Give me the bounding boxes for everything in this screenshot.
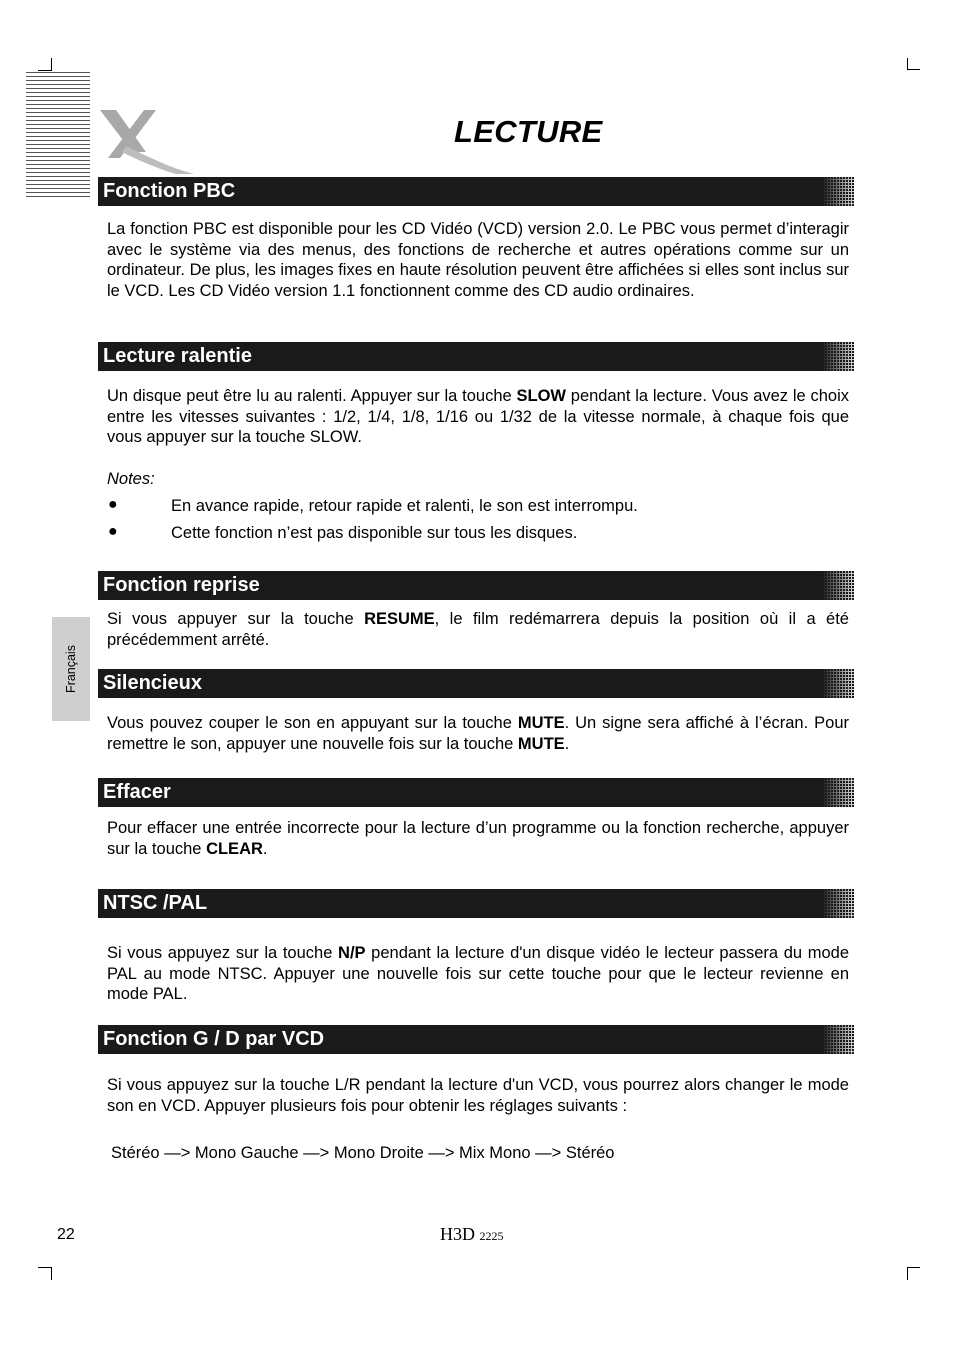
section-heading-bar [98, 889, 854, 918]
paragraph-text: Pour effacer une entrée incorrecte pour la lecture d’un programme ou la fonction recherche, appuyer sur la touche [107, 819, 849, 858]
paragraph-text: Si vous appuyer sur la touche [107, 610, 365, 628]
paragraph-text: pendant la lecture d'un disque vidéo le lecteur passera du mode PAL au mode NTSC. Appuyer une nouvelle fois sur cette touche pour que le lecteur revienne en mode PAL. [107, 944, 849, 1004]
language-tab [52, 617, 90, 721]
heading-dither-decoration [822, 177, 860, 206]
language-tab-label: Français [64, 645, 78, 693]
key-name: SLOW [516, 387, 566, 405]
section-paragraph [107, 609, 849, 650]
model-name [440, 1224, 504, 1245]
section-heading: Fonction PBC [103, 180, 236, 202]
crop-mark-bottom-left-v [51, 1267, 52, 1280]
x-logo-icon [96, 106, 196, 176]
heading-dither-decoration [822, 669, 860, 698]
key-name: RESUME [364, 610, 435, 628]
section-heading: NTSC /PAL [103, 892, 208, 914]
notes-label: Notes: [107, 470, 155, 488]
key-name: MUTE [517, 714, 565, 732]
section-heading-bar [98, 177, 854, 206]
key-name: CLEAR [206, 839, 263, 858]
heading-dither-decoration [822, 571, 860, 600]
paragraph-text: . Un signe sera affiché à l’écran. Pour remettre le son, appuyer une nouvelle fois sur la touche [107, 714, 849, 753]
crop-mark-bottom-right [907, 1267, 920, 1268]
paragraph-text: Si vous appuyez sur la touche L/R pendant la lecture d'un VCD, vous pourrez alors changer le mode son en VCD. Appuyer plusieurs fois pour obtenir les réglages suivants : [107, 1076, 849, 1115]
section-heading-bar [98, 571, 854, 600]
page-title: LECTURE [454, 114, 603, 149]
sound-mode-sequence: Stéréo —> Mono Gauche —> Mono Droite —> Mix Mono —> Stéréo [111, 1144, 615, 1162]
model-main: H3D [440, 1224, 475, 1244]
bullet-icon: ● [108, 496, 118, 513]
section-heading-bar [98, 342, 854, 371]
paragraph-text: , le film redémarrera depuis la position où il a été précédemment arrêté. [107, 610, 849, 649]
paragraph-text: La fonction PBC est disponible pour les CD Vidéo (VCD) version 2.0. Le PBC vous permet d’interagir avec le système via des menus, des fonctions de recherche et autres opérations comme sur un ordinateur. De plus, les images fixes en haute résolution peuvent être affichées si elles sont inclus sur le VCD. Les CD Vidéo version 1.1 fonctionnent comme des CD audio ordinaires. [107, 220, 849, 301]
section-paragraph [107, 386, 849, 448]
section-paragraph [107, 219, 849, 302]
note-item: En avance rapide, retour rapide et ralenti, le son est interrompu. [171, 497, 638, 515]
section-heading-bar [98, 669, 854, 698]
heading-dither-decoration [822, 342, 860, 371]
bullet-icon: ● [108, 523, 118, 540]
section-heading: Silencieux [103, 672, 202, 694]
section-heading: Effacer [103, 781, 171, 803]
section-heading-bar [98, 1025, 854, 1054]
section-heading: Fonction reprise [103, 574, 260, 596]
model-number: 2225 [479, 1229, 504, 1243]
section-paragraph [107, 943, 849, 1005]
note-item: Cette fonction n’est pas disponible sur tous les disques. [171, 524, 578, 542]
section-paragraph [107, 713, 849, 754]
heading-dither-decoration [822, 778, 860, 807]
crop-mark-bottom-left [38, 1267, 51, 1268]
key-name: N/P [338, 944, 366, 962]
key-name: MUTE [517, 734, 565, 753]
section-heading-bar [98, 778, 854, 807]
page-number: 22 [57, 1226, 75, 1243]
section-paragraph [107, 818, 849, 859]
crop-mark-bottom-right-v [907, 1267, 908, 1280]
section-heading: Fonction G / D par VCD [103, 1028, 325, 1050]
paragraph-text: Vous pouvez couper le son en appuyant sur la touche [107, 714, 518, 732]
heading-dither-decoration [822, 1025, 860, 1054]
paragraph-text: . [262, 839, 268, 858]
paragraph-text: . [564, 734, 570, 753]
crop-mark-top-left-h [38, 70, 52, 71]
header-stripes [26, 72, 90, 200]
crop-mark-top-right-h [907, 69, 920, 70]
paragraph-text: pendant la lecture. Vous avez le choix entre les vitesses suivantes : 1/2, 1/4, 1/8, 1/16 ou 1/32 de la vitesse normale, à chaque fois que vous appuyer sur la touche SLOW. [107, 387, 849, 447]
section-heading: Lecture ralentie [103, 345, 252, 367]
paragraph-text: Si vous appuyez sur la touche [107, 944, 339, 962]
section-paragraph [107, 1075, 849, 1116]
paragraph-text: Un disque peut être lu au ralenti. Appuyer sur la touche [107, 387, 517, 405]
heading-dither-decoration [822, 889, 860, 918]
